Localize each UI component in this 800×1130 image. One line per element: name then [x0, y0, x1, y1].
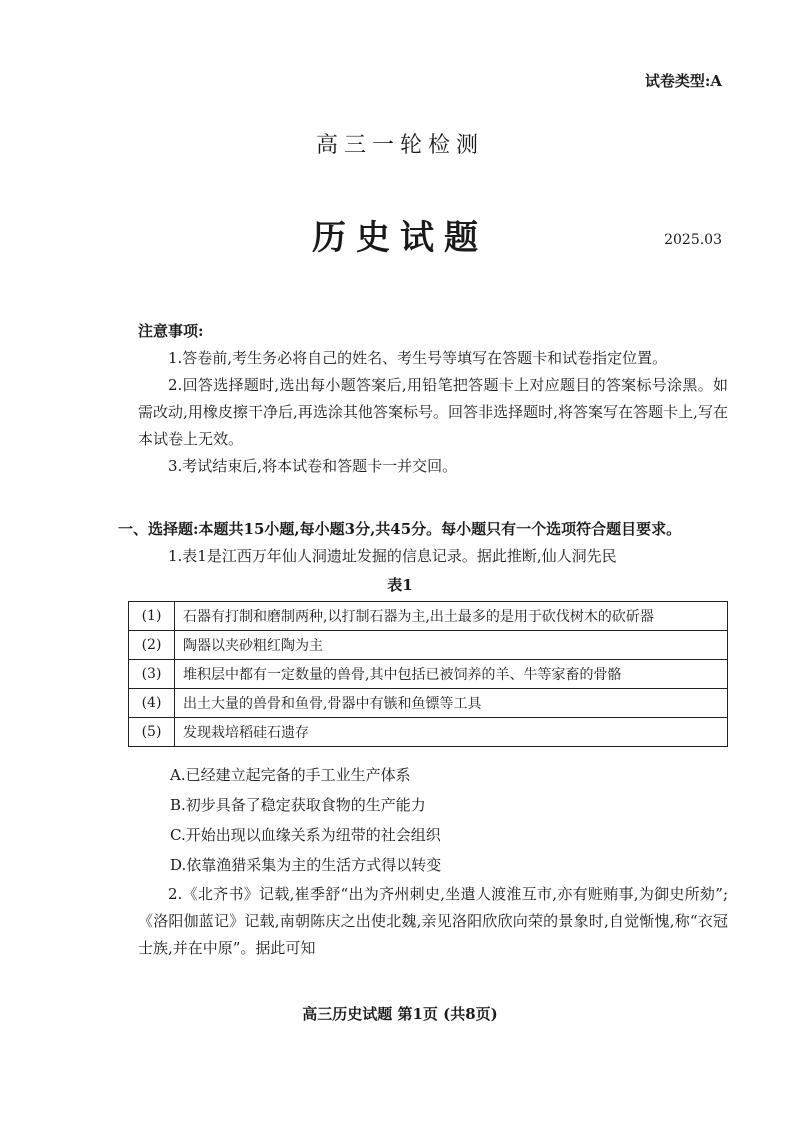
table-row — [129, 689, 728, 718]
note-item-3: 3.考试结束后,将本试卷和答题卡一并交回。 — [168, 457, 458, 475]
data-table — [128, 601, 728, 747]
row-text: 陶器以夹砂粗红陶为主 — [175, 631, 728, 660]
question-2-stem: 2.《北齐书》记载,崔季舒“出为齐州刺史,坐遣人渡淮互市,亦有赃贿事,为御史所劾”;《洛阳伽蓝记》记载,南朝陈庆之出使北魏,亲见洛阳欣欣向荣的景象时,自觉惭愧,称“衣冠士族,并在中原”。据此可知 — [138, 885, 728, 957]
subject-title: 历史试题 — [312, 218, 488, 258]
table-row — [129, 602, 728, 631]
option-d: D.依靠渔猎采集为主的生活方式得以转变 — [170, 856, 442, 874]
table-title: 表1 — [387, 576, 413, 594]
note-item-2: 2.回答选择题时,选出每小题答案后,用铅笔把答题卡上对应题目的答案标号涂黑。如需改动,用橡皮擦干净后,再选涂其他答案标号。回答非选择题时,将答案写在答题卡上,写在本试卷上无效。 — [138, 376, 728, 448]
question-1-stem: 1.表1是江西万年仙人洞遗址发掘的信息记录。据此推断,仙人洞先民 — [168, 547, 617, 565]
exam-name: 高三一轮检测 — [315, 133, 484, 158]
table-row — [129, 718, 728, 747]
note-item-1: 1.答卷前,考生务必将自己的姓名、考生号等填写在答题卡和试卷指定位置。 — [168, 349, 668, 367]
option-a: A.已经建立起完备的手工业生产体系 — [170, 766, 411, 784]
row-number: (3) — [129, 660, 175, 689]
row-number: (4) — [129, 689, 175, 718]
option-c: C.开始出现以血缘关系为纽带的社会组织 — [170, 826, 441, 844]
paper-type-label: 试卷类型:A — [644, 72, 722, 90]
row-text: 出土大量的兽骨和鱼骨,骨器中有镞和鱼镖等工具 — [175, 689, 728, 718]
row-text: 石器有打制和磨制两种,以打制石器为主,出土最多的是用于砍伐树木的砍斫器 — [175, 602, 728, 631]
table-row — [129, 631, 728, 660]
row-number: (2) — [129, 631, 175, 660]
exam-date: 2025.03 — [664, 232, 722, 248]
row-number: (5) — [129, 718, 175, 747]
section-heading: 一、选择题:本题共15小题,每小题3分,共45分。每小题只有一个选项符合题目要求。 — [118, 520, 682, 538]
option-b: B.初步具备了稳定获取食物的生产能力 — [170, 796, 426, 814]
row-number: (1) — [129, 602, 175, 631]
row-text: 堆积层中都有一定数量的兽骨,其中包括已被饲养的羊、牛等家畜的骨骼 — [175, 660, 728, 689]
notes-heading: 注意事项: — [138, 322, 204, 340]
page-footer: 高三历史试题 第1页 (共8页) — [302, 1005, 498, 1023]
row-text: 发现栽培稻硅石遗存 — [175, 718, 728, 747]
table-row — [129, 660, 728, 689]
